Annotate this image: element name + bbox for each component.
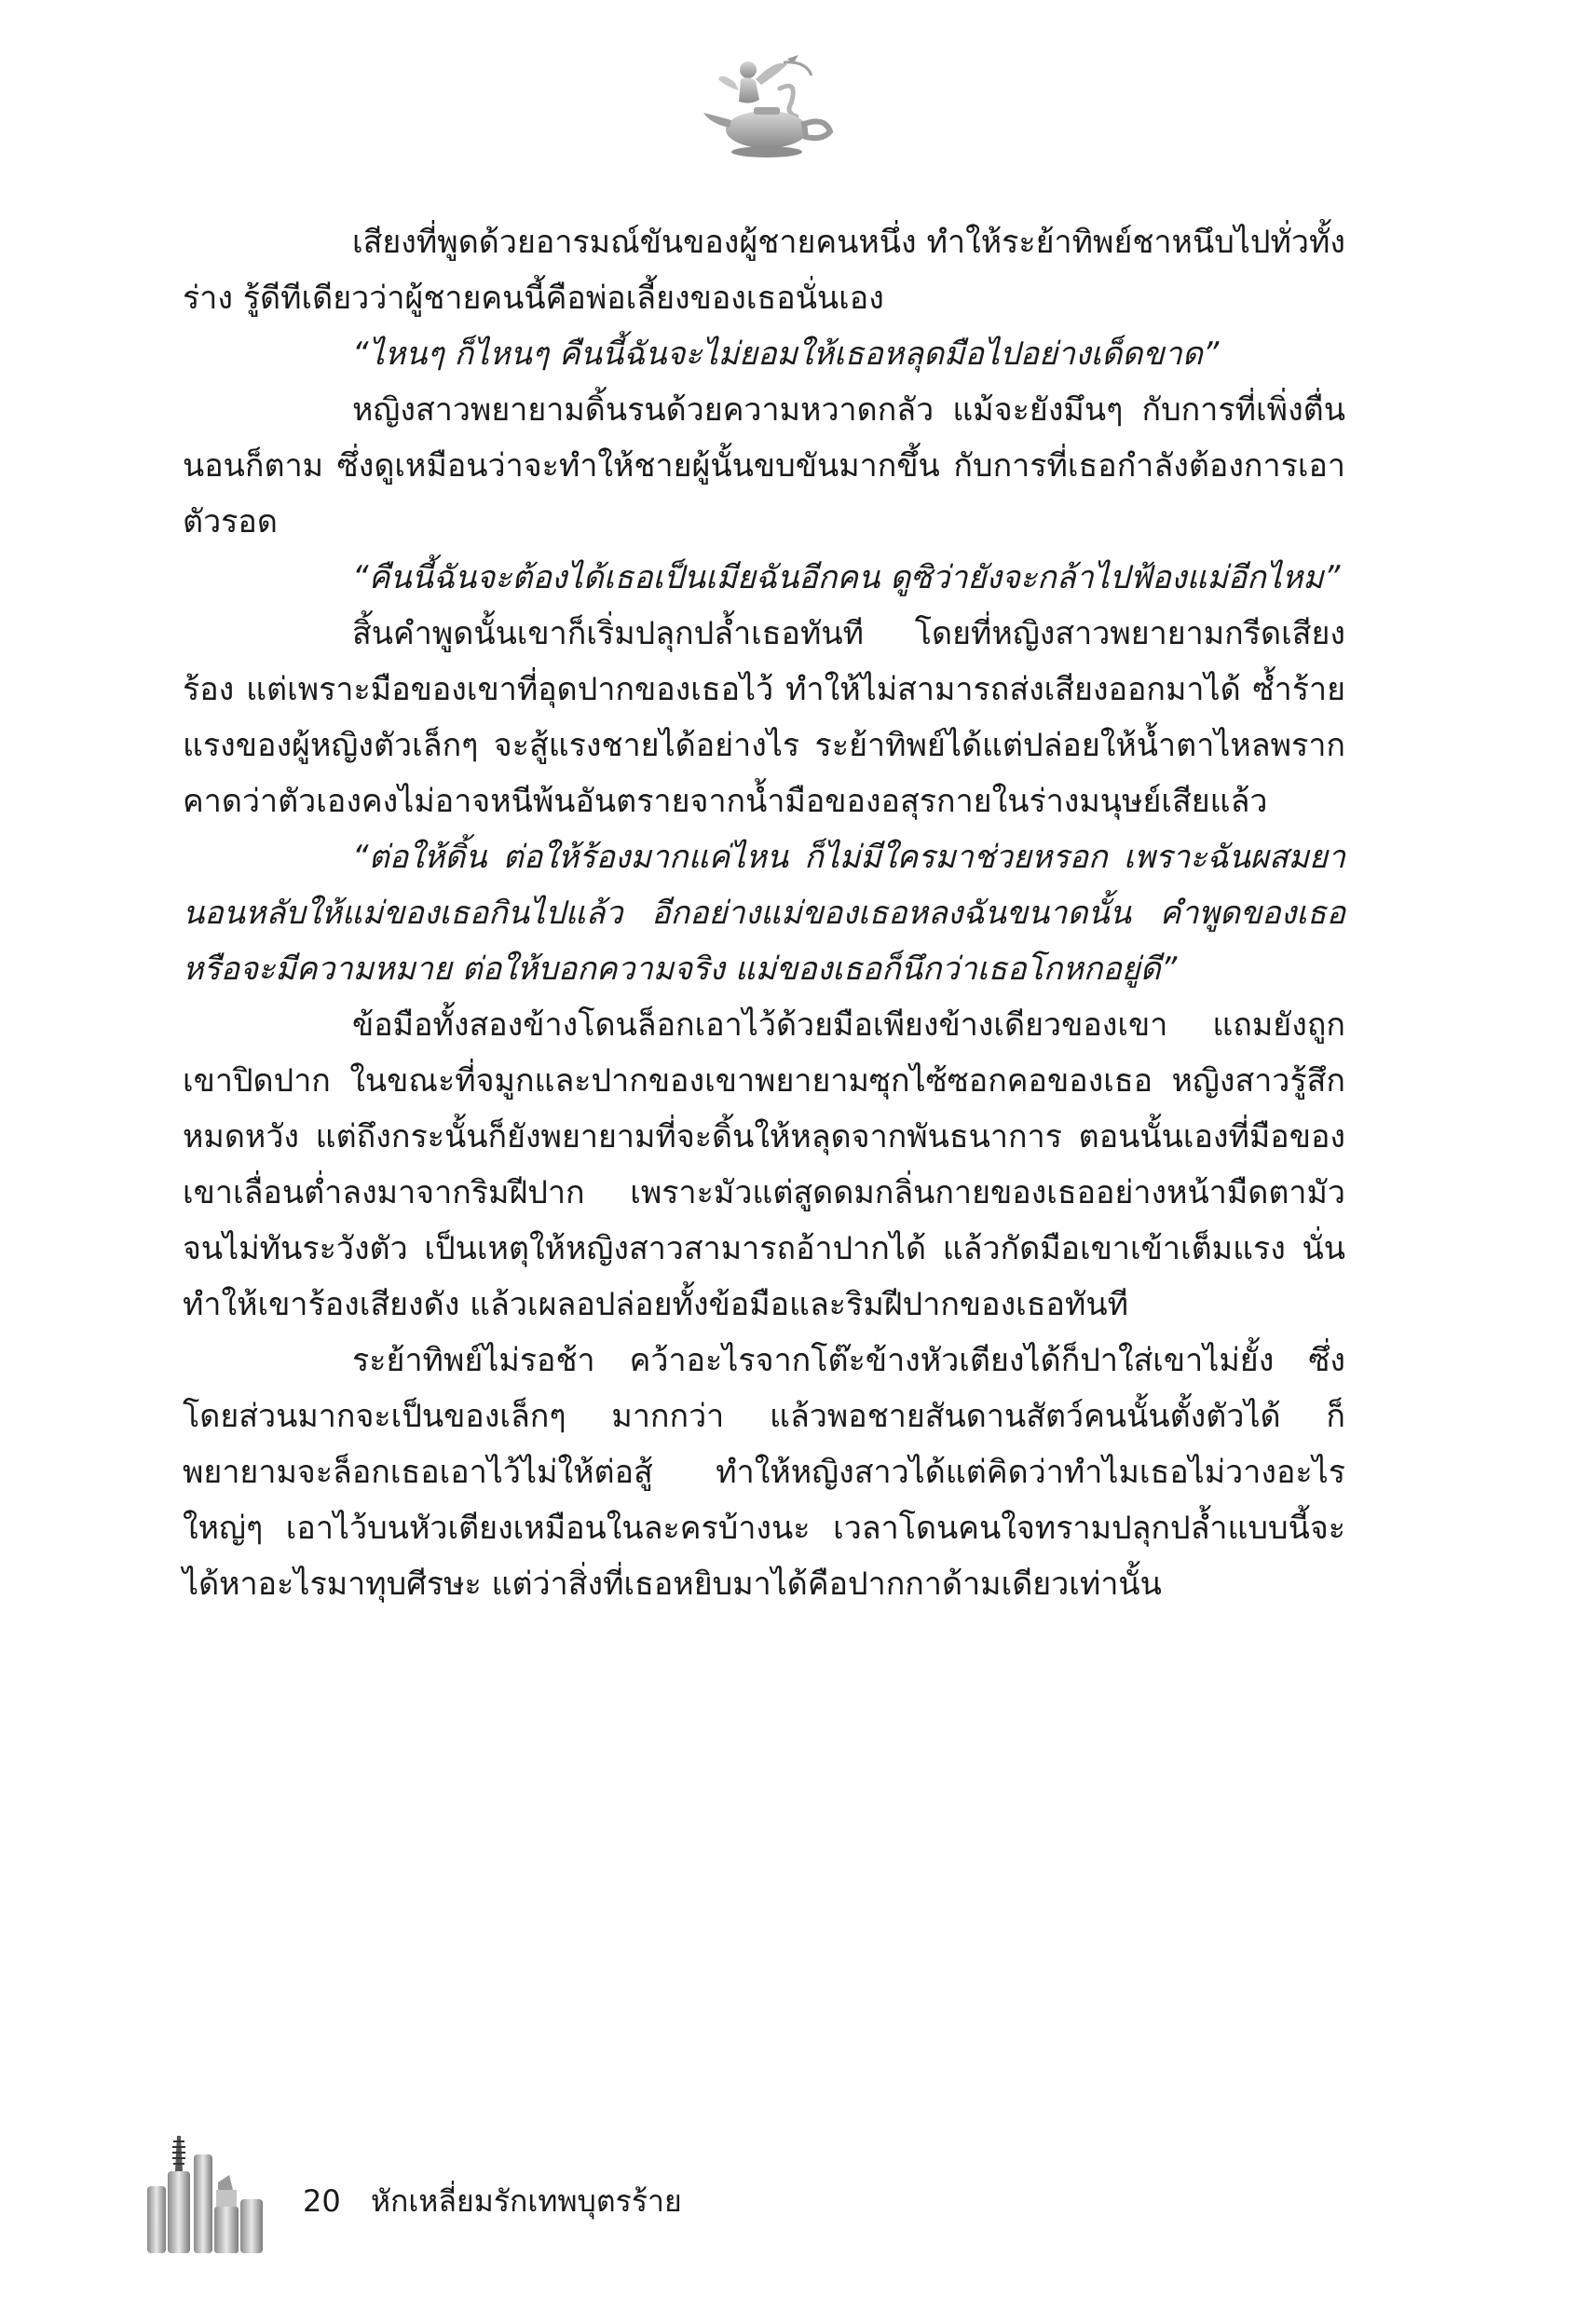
page-footer bbox=[140, 2134, 792, 2264]
paragraph: ข้อมือทั้งสองข้างโดนล็อกเอาไว้ด้วยมือเพียงข้างเดียวของเขา แถมยังถูกเขาปิดปาก ในขณะที่จมูกและปากของเขาพยายามซุกไซ้ซอกคอของเธอ หญิงสาวรู้สึกหมดหวัง แต่ถึงกระนั้นก็ยังพยายามที่จะดิ้นให้หลุดจากพันธนาการ ตอนนั้นเองที่มือของเขาเลื่อนต่ำลงมาจากริมฝีปาก เพราะมัวแต่สูดดมกลิ่นกายของเธออย่างหน้ามืดตามัวจนไม่ทันระวังตัว เป็นเหตุให้หญิงสาวสามารถอ้าปากได้ แล้วกัดมือเขาเข้าเต็มแรง นั่นทำให้เขาร้องเสียงดัง แล้วเผลอปล่อยทั้งข้อมือและริมฝีปากของเธอทันที bbox=[183, 1006, 1345, 1323]
footer-text bbox=[303, 2182, 682, 2220]
paragraph: เสียงที่พูดด้วยอารมณ์ขันของผู้ชายคนหนึ่ง ทำให้ระย้าทิพย์ชาหนึบไปทั่วทั้งร่าง รู้ดีทีเดียวว่าผู้ชายคนนี้คือพ่อเลี้ยงของเธอนั่นเอง bbox=[183, 224, 1345, 317]
cosmetics-mascara-lipstick-icon bbox=[140, 2134, 280, 2255]
page-number: 20 bbox=[303, 2183, 341, 2219]
dialog-paragraph: “คืนนี้ฉันจะต้องได้เธอเป็นเมียฉันอีกคน ดูซิว่ายังจะกล้าไปฟ้องแม่อีกไหม” bbox=[352, 559, 1341, 596]
cupid-teapot-ornament-icon bbox=[694, 51, 843, 163]
paragraph: ระย้าทิพย์ไม่รอช้า คว้าอะไรจากโต๊ะข้างหัวเตียงได้ก็ปาใส่เขาไม่ยั้ง ซึ่งโดยส่วนมากจะเป็นของเล็กๆ มากกว่า แล้วพอชายสันดานสัตว์คนนั้นตั้งตัวได้ ก็พยายามจะล็อกเธอเอาไว้ไม่ให้ต่อสู้ ทำให้หญิงสาวได้แต่คิดว่าทำไมเธอไม่วางอะไรใหญ่ๆ เอาไว้บนหัวเตียงเหมือนในละครบ้างนะ เวลาโดนคนใจทรามปลุกปล้ำแบบนี้จะได้หาอะไรมาทุบศีรษะ แต่ว่าสิ่งที่เธอหยิบมาได้คือปากกาด้ามเดียวเท่านั้น bbox=[183, 1342, 1345, 1603]
dialog-paragraph: “ไหนๆ ก็ไหนๆ คืนนี้ฉันจะไม่ยอมให้เธอหลุดมือไปอย่างเด็ดขาด” bbox=[352, 335, 1220, 373]
paragraph: หญิงสาวพยายามดิ้นรนด้วยความหวาดกลัว แม้จะยังมึนๆ กับการที่เพิ่งตื่นนอนก็ตาม ซึ่งดูเหมือนว่าจะทำให้ชายผู้นั้นขบขันมากขึ้น กับการที่เธอกำลังต้องการเอาตัวรอด bbox=[183, 391, 1345, 540]
paragraph: สิ้นคำพูดนั้นเขาก็เริ่มปลุกปล้ำเธอทันที โดยที่หญิงสาวพยายามกรีดเสียงร้อง แต่เพราะมือของเขาที่อุดปากของเธอไว้ ทำให้ไม่สามารถส่งเสียงออกมาได้ ซ้ำร้ายแรงของผู้หญิงตัวเล็กๆ จะสู้แรงชายได้อย่างไร ระย้าทิพย์ได้แต่ปล่อยให้น้ำตาไหลพราก คาดว่าตัวเองคงไม่อาจหนีพ้นอันตรายจากน้ำมือของอสุรกายในร่างมนุษย์เสียแล้ว bbox=[183, 615, 1345, 820]
dialog-paragraph: “ต่อให้ดิ้น ต่อให้ร้องมากแค่ไหน ก็ไม่มีใครมาช่วยหรอก เพราะฉันผสมยานอนหลับให้แม่ของเธอกินไปแล้ว อีกอย่างแม่ของเธอหลงฉันขนาดนั้น คำพูดของเธอหรือจะมีความหมาย ต่อให้บอกความจริง แม่ของเธอก็นึกว่าเธอโกหกอยู่ดี” bbox=[183, 839, 1345, 988]
book-title: หักเหลี่ยมรักเทพบุตรร้าย bbox=[370, 2183, 682, 2219]
story-text bbox=[183, 214, 1345, 1612]
